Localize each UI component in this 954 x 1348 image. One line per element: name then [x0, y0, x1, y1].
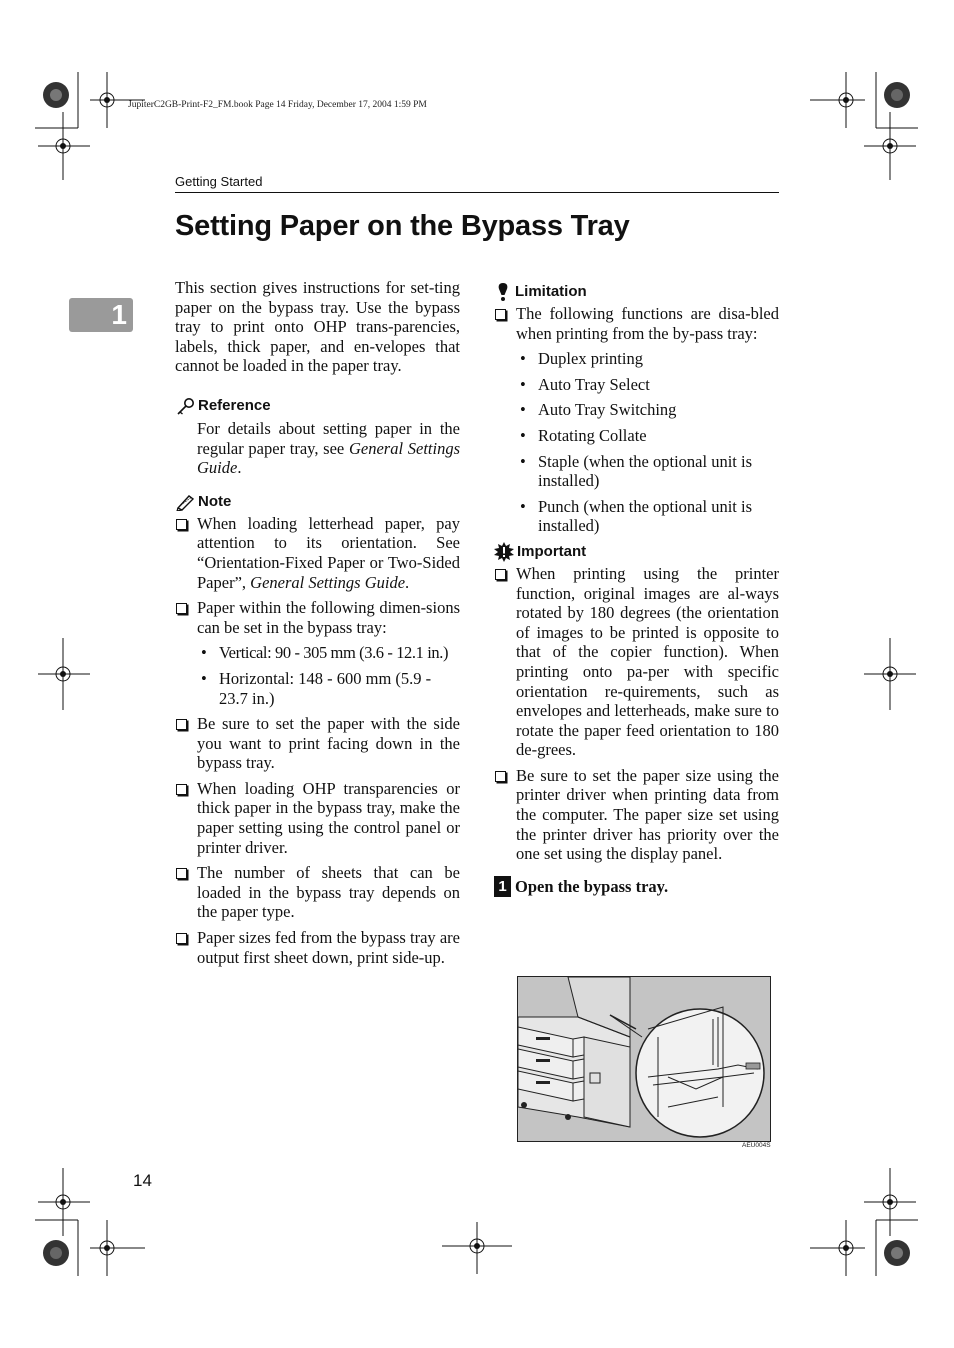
page-number: 14: [133, 1171, 152, 1190]
reference-key-icon: [175, 397, 195, 415]
note-item: When loading OHP transparencies or thick paper in the bypass tray, make the paper setting using the control panel or printer driver.: [175, 779, 460, 857]
limitation-item: The following functions are disa-bled when printing from the by-pass tray: • Duplex printing • Auto Tray Select • Auto Tray Switching • Rotating Collate • Staple (when the optional unit is installed) • Punch (when the optional unit is installed): [494, 304, 779, 536]
note-list: [175, 514, 460, 967]
disabled-functions-list: [516, 349, 779, 536]
note-section: [175, 492, 460, 967]
print-metadata: JupiterC2GB-Print-F2_FM.book Page 14 Friday, December 17, 2004 1:59 PM: [128, 100, 427, 110]
disabled-function-item: • Staple (when the optional unit is installed): [516, 452, 779, 491]
limitation-exclamation-icon: [494, 282, 512, 302]
bypass-tray-illustration: [517, 976, 771, 1142]
disabled-function-item: • Auto Tray Select: [516, 375, 779, 395]
limitation-heading: Limitation: [494, 282, 779, 302]
intro-paragraph: This section gives instructions for set-ting paper on the bypass tray. Use the bypass tray to print onto OHP trans-parencies, labels, thick paper, and en-velopes that cannot be loaded in the paper tray.: [175, 278, 460, 376]
chapter-number: 1: [111, 299, 127, 330]
reference-text: For details about setting paper in the regular paper tray, see General Settings Guide.: [197, 418, 461, 478]
running-head: Getting Started: [175, 174, 263, 189]
important-item: Be sure to set the paper size using the printer driver when printing data from the computer. The paper size set using the printer driver has priority over the one set using the display panel.: [494, 766, 779, 864]
reference-heading: Reference: [175, 396, 460, 416]
right-column: [494, 282, 779, 897]
left-column: [175, 278, 460, 973]
important-burst-icon: [494, 542, 514, 562]
step-1: [494, 876, 779, 897]
disabled-function-item: • Punch (when the optional unit is installed): [516, 497, 779, 536]
dimension-item: • Vertical: 90 - 305 mm (3.6 - 12.1 in.): [197, 643, 460, 663]
dimension-item: • Horizontal: 148 - 600 mm (5.9 - 23.7 in.): [197, 669, 460, 708]
note-pencil-icon: [175, 493, 195, 511]
header-rule: [175, 192, 779, 193]
step-instruction: Open the bypass tray.: [515, 876, 669, 896]
important-list: [494, 564, 779, 864]
note-heading: Note: [175, 492, 460, 512]
disabled-function-item: • Rotating Collate: [516, 426, 779, 446]
step-number: 1: [494, 876, 511, 897]
figure-code: AEU004S: [742, 1142, 771, 1149]
chapter-tab: [69, 298, 133, 332]
dimension-list: [197, 643, 460, 708]
reference-section: [175, 396, 460, 478]
note-item: Paper sizes fed from the bypass tray are output first sheet down, print side-up.: [175, 928, 460, 967]
disabled-function-item: • Auto Tray Switching: [516, 400, 779, 420]
disabled-function-item: • Duplex printing: [516, 349, 779, 369]
limitation-section: [494, 282, 779, 536]
printer-drawing: [518, 977, 770, 1141]
important-section: [494, 542, 779, 864]
important-heading: Important: [494, 542, 779, 562]
note-item: Paper within the following dimen-sions can be set in the bypass tray: • Vertical: 90 - 305 mm (3.6 - 12.1 in.) • Horizontal: 148 - 600 mm (5.9 - 23.7 in.): [175, 598, 460, 708]
reference-guide-title: General Settings Guide: [197, 438, 461, 478]
limitation-list: [494, 304, 779, 536]
note-item: The number of sheets that can be loaded in the bypass tray depends on the paper type.: [175, 863, 460, 922]
important-item: When printing using the printer function, original images are al-ways rotated by 180 degrees (the orientation of images to be printed is opposite to that of the copier function). When printing onto pa-per with specific orientation re-quirements, such as envelopes and letterheads, make sure to rotate the paper feed orientation to 180 de-grees.: [494, 564, 779, 760]
page-title: Setting Paper on the Bypass Tray: [175, 210, 630, 242]
note-item: When loading letterhead paper, pay attention to its orientation. See “Orientation-Fixed Paper or Two-Sided Paper”, General Settings Guide.: [175, 514, 460, 592]
note-item: Be sure to set the paper with the side you want to print facing down in the bypass tray.: [175, 714, 460, 773]
